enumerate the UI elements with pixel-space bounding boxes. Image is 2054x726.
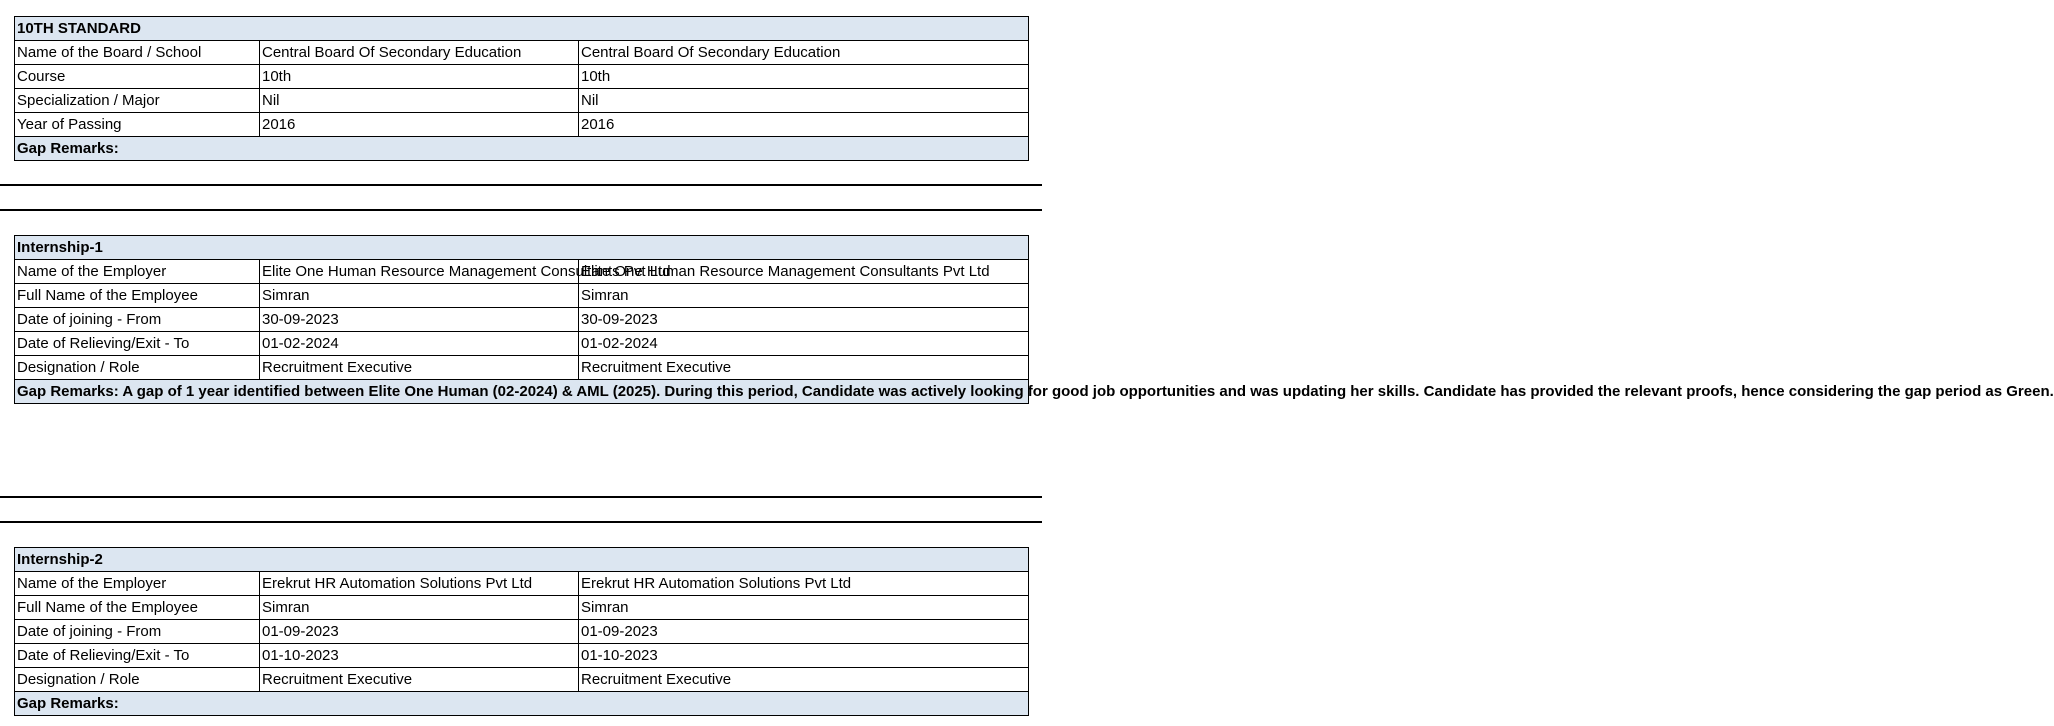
gap-remarks-row — [15, 380, 1029, 404]
divider-line — [0, 209, 1042, 211]
section-title[interactable]: Internship-1 — [15, 236, 1029, 260]
row-value-1[interactable]: Recruitment Executive — [260, 668, 579, 692]
internship-1-table — [14, 235, 2054, 404]
divider-line — [0, 184, 1042, 186]
row-value-1[interactable]: Nil — [260, 89, 579, 113]
row-value-1[interactable]: 10th — [260, 65, 579, 89]
internship-2-table — [14, 547, 1029, 716]
row-value-2[interactable]: 01-09-2023 — [579, 620, 1029, 644]
section-header-row — [15, 548, 1029, 572]
table-row — [15, 260, 1029, 284]
internship-1-section — [14, 235, 2054, 404]
row-value-2[interactable]: Simran — [579, 284, 1029, 308]
gap-remarks[interactable]: Gap Remarks: A gap of 1 year identified between Elite One Human (02-2024) & AML (2025). During this period, Candidate was actively looking for good job opportunities and was updating her skills. Candidate has provided the relevant proofs, hence considering the gap period as Green. — [15, 380, 1029, 404]
row-value-2[interactable]: 01-02-2024 — [579, 332, 1029, 356]
row-label[interactable]: Date of joining - From — [15, 308, 260, 332]
divider-line — [0, 521, 1042, 523]
divider-line — [0, 496, 1042, 498]
gap-remarks-row — [15, 692, 1029, 716]
row-label[interactable]: Year of Passing — [15, 113, 260, 137]
row-value-1[interactable]: Erekrut HR Automation Solutions Pvt Ltd — [260, 572, 579, 596]
internship-2-section — [14, 547, 1028, 716]
row-value-2[interactable]: Recruitment Executive — [579, 668, 1029, 692]
row-label[interactable]: Date of Relieving/Exit - To — [15, 332, 260, 356]
gap-remarks[interactable]: Gap Remarks: — [15, 692, 1029, 716]
row-label[interactable]: Specialization / Major — [15, 89, 260, 113]
row-value-2[interactable]: Nil — [579, 89, 1029, 113]
table-row — [15, 572, 1029, 596]
row-value-2[interactable]: Erekrut HR Automation Solutions Pvt Ltd — [579, 572, 1029, 596]
section-header-row — [15, 236, 1029, 260]
row-label[interactable]: Designation / Role — [15, 356, 260, 380]
table-row — [15, 596, 1029, 620]
row-value-2[interactable]: Central Board Of Secondary Education — [579, 41, 1029, 65]
row-label[interactable]: Date of joining - From — [15, 620, 260, 644]
table-row — [15, 620, 1029, 644]
table-row — [15, 308, 1029, 332]
table-row — [15, 332, 1029, 356]
gap-remarks-row — [15, 137, 1029, 161]
table-row — [15, 41, 1029, 65]
row-value-2[interactable]: 2016 — [579, 113, 1029, 137]
table-row — [15, 356, 1029, 380]
row-label[interactable]: Date of Relieving/Exit - To — [15, 644, 260, 668]
row-value-1[interactable]: Central Board Of Secondary Education — [260, 41, 579, 65]
row-value-2[interactable]: 01-10-2023 — [579, 644, 1029, 668]
row-value-1[interactable]: 30-09-2023 — [260, 308, 579, 332]
row-value-1[interactable]: 01-02-2024 — [260, 332, 579, 356]
row-label[interactable]: Designation / Role — [15, 668, 260, 692]
row-label[interactable]: Name of the Employer — [15, 260, 260, 284]
table-row — [15, 644, 1029, 668]
row-value-2[interactable]: Elite One Human Resource Management Consultants Pvt Ltd — [579, 260, 1029, 284]
row-label[interactable]: Full Name of the Employee — [15, 284, 260, 308]
row-value-1[interactable]: 01-09-2023 — [260, 620, 579, 644]
row-value-2[interactable]: 30-09-2023 — [579, 308, 1029, 332]
row-value-2[interactable]: 10th — [579, 65, 1029, 89]
row-label[interactable]: Full Name of the Employee — [15, 596, 260, 620]
tenth-standard-section — [14, 16, 1028, 161]
row-value-2[interactable]: Simran — [579, 596, 1029, 620]
row-value-1[interactable]: Recruitment Executive — [260, 356, 579, 380]
row-value-1[interactable]: Elite One Human Resource Management Consultants Pvt Ltd — [260, 260, 579, 284]
table-row — [15, 284, 1029, 308]
row-value-1[interactable]: 01-10-2023 — [260, 644, 579, 668]
row-value-2[interactable]: Recruitment Executive — [579, 356, 1029, 380]
section-header-row — [15, 17, 1029, 41]
tenth-standard-table — [14, 16, 1029, 161]
gap-remarks[interactable]: Gap Remarks: — [15, 137, 1029, 161]
section-title[interactable]: 10TH STANDARD — [15, 17, 1029, 41]
table-row — [15, 668, 1029, 692]
table-row — [15, 113, 1029, 137]
table-row — [15, 65, 1029, 89]
row-label[interactable]: Name of the Employer — [15, 572, 260, 596]
row-value-1[interactable]: Simran — [260, 596, 579, 620]
row-value-1[interactable]: 2016 — [260, 113, 579, 137]
row-label[interactable]: Name of the Board / School — [15, 41, 260, 65]
table-row — [15, 89, 1029, 113]
row-value-1[interactable]: Simran — [260, 284, 579, 308]
section-title[interactable]: Internship-2 — [15, 548, 1029, 572]
row-label[interactable]: Course — [15, 65, 260, 89]
